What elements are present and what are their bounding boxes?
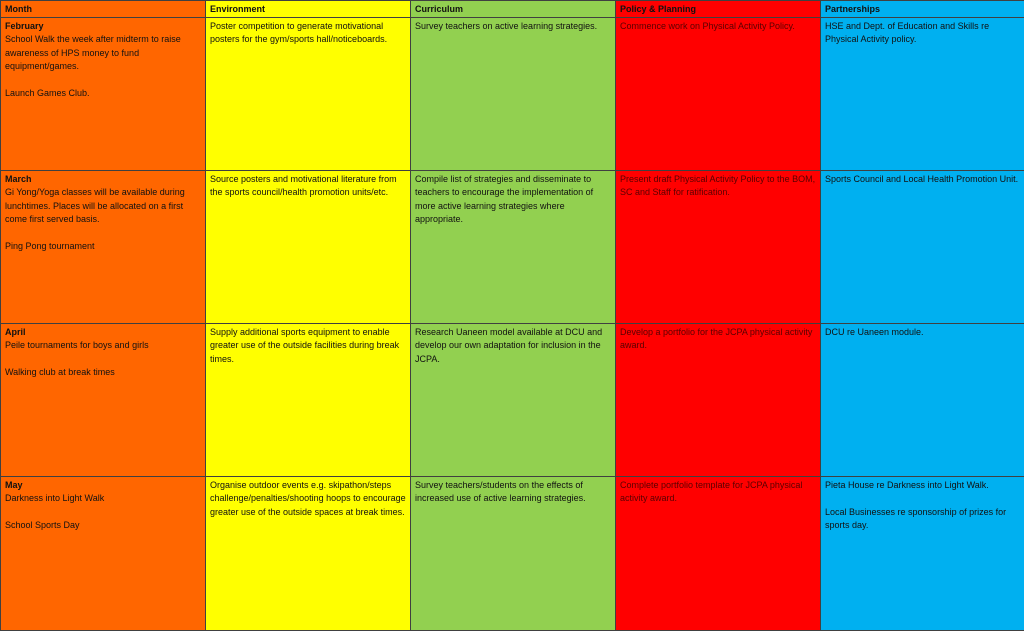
environment-cell (206, 476, 411, 630)
month-name: April (5, 326, 201, 340)
policy-cell (616, 17, 821, 170)
month-cell (1, 17, 206, 170)
month-activities: Gi Yong/Yoga classes will be available during lunchtimes. Places will be allocated on a first come first served basis. Ping Pong tournament (5, 187, 185, 251)
partnerships-cell (821, 476, 1024, 630)
table-row-february (1, 17, 1024, 170)
curriculum-cell (411, 323, 616, 476)
header-environment: Environment (206, 1, 411, 18)
header-policy-planning: Policy & Planning (616, 1, 821, 18)
policy-text: Complete portfolio template for JCPA physical activity award. (620, 480, 802, 504)
table-row-april (1, 323, 1024, 476)
table-row-may (1, 476, 1024, 630)
partnerships-text: HSE and Dept. of Education and Skills re Physical Activity policy. (825, 21, 989, 45)
header-curriculum: Curriculum (411, 1, 616, 18)
policy-text: Develop a portfolio for the JCPA physical activity award. (620, 327, 812, 351)
environment-text: Supply additional sports equipment to enable greater use of the outside facilities during break times. (210, 327, 399, 364)
environment-text: Source posters and motivational literature from the sports council/health promotion units/etc. (210, 174, 397, 198)
curriculum-text: Survey teachers/students on the effects of increased use of active learning strategies. (415, 480, 586, 504)
environment-cell (206, 17, 411, 170)
curriculum-cell (411, 17, 616, 170)
environment-text: Poster competition to generate motivational posters for the gym/sports hall/noticeboards. (210, 21, 387, 45)
policy-text: Commence work on Physical Activity Policy. (620, 21, 795, 31)
environment-cell (206, 323, 411, 476)
month-cell (1, 476, 206, 630)
month-name: March (5, 173, 201, 187)
environment-cell (206, 170, 411, 323)
policy-text: Present draft Physical Activity Policy to the BOM, SC and Staff for ratification. (620, 174, 815, 198)
month-activities: Darkness into Light Walk School Sports Day (5, 493, 104, 530)
partnerships-text: Sports Council and Local Health Promotion Unit. (825, 174, 1018, 184)
month-cell (1, 170, 206, 323)
month-activities: School Walk the week after midterm to raise awareness of HPS money to fund equipment/games. Launch Games Club. (5, 34, 181, 98)
policy-cell (616, 476, 821, 630)
month-name: May (5, 479, 201, 493)
month-name: February (5, 20, 201, 34)
curriculum-text: Compile list of strategies and disseminate to teachers to encourage the implementation of more active learning strategies where appropriate. (415, 174, 593, 225)
policy-cell (616, 170, 821, 323)
table-row-march (1, 170, 1024, 323)
partnerships-cell (821, 323, 1024, 476)
partnerships-text: DCU re Uaneen module. (825, 327, 924, 337)
partnerships-cell (821, 170, 1024, 323)
curriculum-text: Survey teachers on active learning strategies. (415, 21, 597, 31)
partnerships-cell (821, 17, 1024, 170)
curriculum-cell (411, 170, 616, 323)
header-row (1, 1, 1024, 18)
environment-text: Organise outdoor events e.g. skipathon/steps challenge/penalties/shooting hoops to encourage greater use of the outside spaces at break times. (210, 480, 406, 517)
partnerships-text: Pieta House re Darkness into Light Walk. Local Businesses re sponsorship of prizes for sports day. (825, 480, 1006, 531)
policy-cell (616, 323, 821, 476)
month-cell (1, 323, 206, 476)
curriculum-text: Research Uaneen model available at DCU and develop our own adaptation for inclusion in the JCPA. (415, 327, 602, 364)
header-month: Month (1, 1, 206, 18)
header-partnerships: Partnerships (821, 1, 1024, 18)
month-activities: Peile tournaments for boys and girls Walking club at break times (5, 340, 149, 377)
curriculum-cell (411, 476, 616, 630)
